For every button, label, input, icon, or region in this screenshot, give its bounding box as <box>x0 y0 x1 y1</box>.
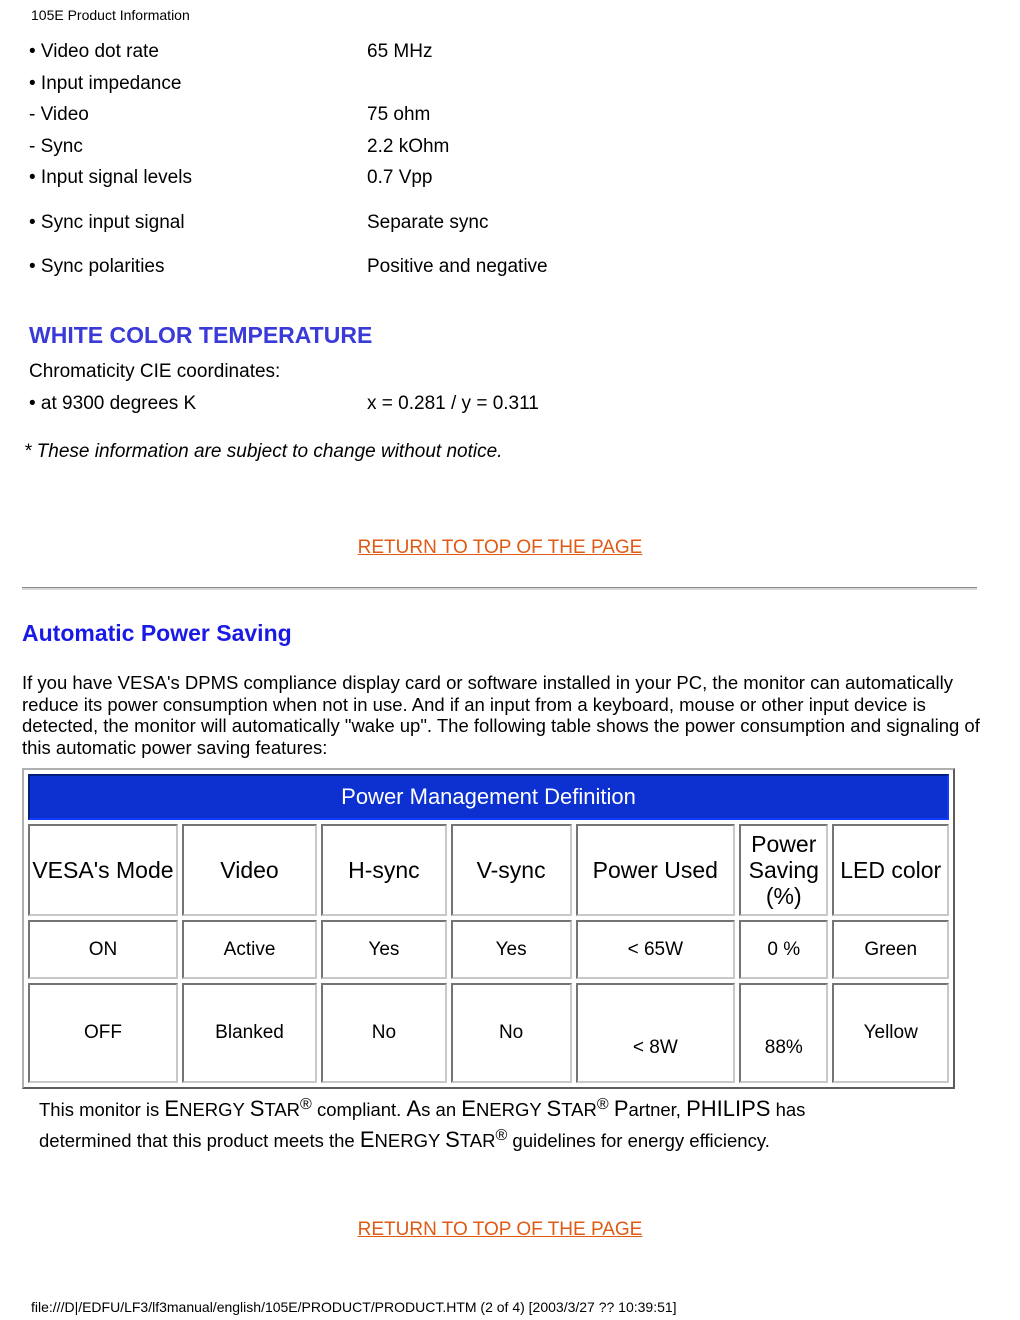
column-header: Power Saving (%) <box>739 824 828 916</box>
table-cell: Active <box>182 920 317 979</box>
spec-value: 2.2 kOhm <box>367 136 450 157</box>
column-header: Power Used <box>576 824 736 916</box>
table-cell: < 65W <box>576 920 736 979</box>
table-cell: No <box>321 983 447 1083</box>
spec-label: - Video <box>29 104 89 125</box>
column-header: LED color <box>832 824 949 916</box>
energy-text: S <box>249 1096 265 1121</box>
change-notice: * These information are subject to change without notice. <box>24 441 503 462</box>
spec-label: • Input impedance <box>29 73 182 94</box>
chromaticity-value: x = 0.281 / y = 0.311 <box>367 393 539 414</box>
horizontal-divider <box>22 587 977 590</box>
table-header-row <box>28 824 949 916</box>
return-to-top-link[interactable]: RETURN TO TOP OF THE PAGE <box>357 537 643 558</box>
power-saving-paragraph: If you have VESA's DPMS compliance display card or software installed in your PC, the monitor can automatically reduce its power consumption when not in use. And if an input from a keyboard, mouse or other input device is detected, the monitor will automatically "wake up". The following table shows the power consumption and signaling of this automatic power saving features: <box>22 672 980 758</box>
energy-text: TAR <box>459 1130 496 1151</box>
white-color-temperature-heading: WHITE COLOR TEMPERATURE <box>29 322 373 348</box>
energy-text: guidelines for energy efficiency. <box>507 1130 770 1151</box>
file-path-footer: file:///D|/EDFU/LF3/lf3manual/english/105E/PRODUCT/PRODUCT.HTM (2 of 4) [2003/3/27 ?? 10:39:51] <box>31 1299 677 1315</box>
table-cell: OFF <box>28 983 178 1083</box>
energy-text: NERGY <box>475 1099 547 1120</box>
energy-text: compliant. <box>311 1099 407 1120</box>
chromaticity-subtitle: Chromaticity CIE coordinates: <box>29 361 281 382</box>
table-row <box>28 920 949 979</box>
spec-value: Separate sync <box>367 212 489 233</box>
document-header-title: 105E Product Information <box>31 7 190 23</box>
spec-label: • Video dot rate <box>29 41 159 62</box>
automatic-power-saving-heading: Automatic Power Saving <box>22 620 292 646</box>
table-title: Power Management Definition <box>28 774 949 820</box>
table-cell: Yellow <box>832 983 949 1083</box>
registered-mark: ® <box>495 1126 508 1144</box>
energy-text: E <box>359 1127 375 1152</box>
energy-text: TAR <box>561 1099 597 1120</box>
energy-text: S <box>546 1096 562 1121</box>
spec-value: 0.7 Vpp <box>367 167 433 188</box>
spec-label: • Input signal levels <box>29 167 192 188</box>
table-cell: Yes <box>451 920 572 979</box>
energy-text: E <box>461 1096 476 1121</box>
spec-label: • Sync input signal <box>29 212 185 233</box>
spec-value: 65 MHz <box>367 41 433 62</box>
spec-value: Positive and negative <box>367 256 548 277</box>
table-cell: 88% <box>739 983 828 1083</box>
energy-text: artner, <box>628 1099 687 1120</box>
table-cell: ON <box>28 920 178 979</box>
energy-text: TAR <box>264 1099 301 1120</box>
column-header: Video <box>182 824 317 916</box>
table-cell: Blanked <box>182 983 317 1083</box>
table-cell: No <box>451 983 572 1083</box>
spec-label: • Sync polarities <box>29 256 165 277</box>
return-to-top-link[interactable]: RETURN TO TOP OF THE PAGE <box>357 1219 643 1240</box>
column-header: VESA's Mode <box>28 824 178 916</box>
column-header: V-sync <box>451 824 572 916</box>
spec-value: 75 ohm <box>367 104 431 125</box>
energy-text: P <box>613 1096 629 1121</box>
energy-text: NERGY <box>179 1099 250 1120</box>
energy-text: s an <box>421 1099 462 1120</box>
spec-label: - Sync <box>29 136 83 157</box>
energy-star-statement <box>39 1094 939 1156</box>
energy-text: NERGY <box>374 1130 446 1151</box>
table-cell: Green <box>832 920 949 979</box>
brand-name: PHILIPS <box>686 1096 771 1121</box>
energy-text: A <box>406 1096 422 1121</box>
energy-text: E <box>164 1096 180 1121</box>
registered-mark: ® <box>596 1095 609 1113</box>
energy-text: This monitor is <box>39 1099 165 1120</box>
energy-text: has <box>770 1099 806 1120</box>
table-cell: < 8W <box>576 983 736 1083</box>
chromaticity-label: • at 9300 degrees K <box>29 393 197 414</box>
power-management-table <box>22 768 955 1089</box>
energy-text: S <box>445 1127 460 1152</box>
table-cell: Yes <box>321 920 447 979</box>
energy-text: determined that this product meets the <box>39 1130 360 1151</box>
table-row <box>28 983 949 1083</box>
table-cell: 0 % <box>739 920 828 979</box>
column-header: H-sync <box>321 824 447 916</box>
registered-mark: ® <box>300 1095 312 1113</box>
